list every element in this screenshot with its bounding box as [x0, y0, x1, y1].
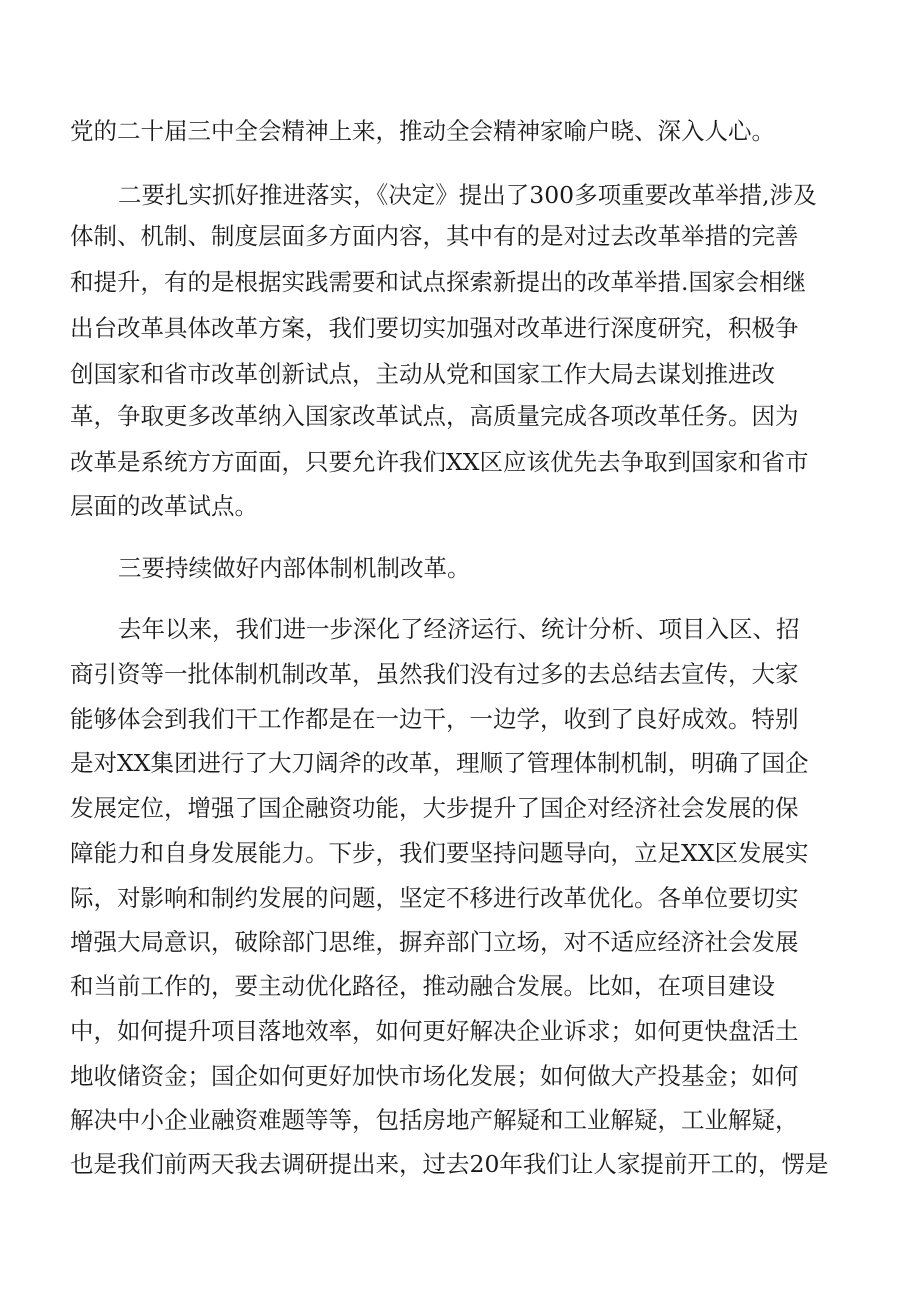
text-line: 二要扎实抓好推进落实，《决定》提出了300多项重要改革举措,涉及	[118, 181, 817, 209]
text-line: 革，争取更多改革纳入国家改革试点，高质量完成各项改革任务。因为	[70, 402, 799, 430]
text-line: 和提升，有的是根据实践需要和试点探索新提出的改革举措.国家会相继	[70, 268, 806, 296]
text-line: 能够体会到我们干工作都是在一边干，一边学，收到了良好成效。特别	[70, 705, 799, 733]
text-line: 增强大局意识，破除部门思维，摒弃部门立场，对不适应经济社会发展	[70, 928, 799, 956]
text-line: 党的二十届三中全会精神上来，推动全会精神家喻户晓、深入人心。	[70, 117, 775, 145]
text-line: 层面的改革试点。	[70, 492, 258, 520]
text-line: 出台改革具体改革方案，我们要切实加强对改革进行深度研究，积极争	[70, 314, 799, 342]
text-line: 地收储资金；国企如何更好加快市场化发展；如何做大产投基金；如何	[70, 1062, 799, 1090]
text-line: 体制、机制、制度层面多方面内容，其中有的是对过去改革举措的完善	[70, 222, 799, 250]
text-line: 中，如何提升项目落地效率，如何更好解决企业诉求；如何更快盘活土	[70, 1017, 799, 1045]
text-line: 三要持续做好内部体制机制改革。	[118, 554, 471, 582]
text-line: 改革是系统方方面面，只要允许我们XX区应该优先去争取到国家和省市	[70, 448, 809, 476]
text-line: 创国家和省市改革创新试点，主动从党和国家工作大局去谋划推进改	[70, 360, 775, 388]
text-line: 障能力和自身发展能力。下步，我们要坚持问题导向，立足XX区发展实	[70, 839, 809, 867]
text-line: 发展定位，增强了国企融资功能，大步提升了国企对经济社会发展的保	[70, 794, 799, 822]
text-line: 解决中小企业融资难题等等，包括房地产解疑和工业解疑，工业解疑，	[70, 1106, 799, 1134]
text-line: 商引资等一批体制机制改革，虽然我们没有过多的去总结去宣传，大家	[70, 660, 799, 688]
text-line: 是对XX集团进行了大刀阔斧的改革，理顺了管理体制机制，明确了国企	[70, 749, 809, 777]
text-line: 去年以来，我们进一步深化了经济运行、统计分析、项目入区、招	[118, 615, 800, 643]
text-line: 际，对影响和制约发展的问题，坚定不移进行改革优化。各单位要切实	[70, 884, 799, 912]
text-line: 也是我们前两天我去调研提出来，过去20年我们让人家提前开工的，愣是	[70, 1150, 829, 1178]
text-line: 和当前工作的，要主动优化路径，推动融合发展。比如，在项目建设	[70, 972, 775, 1000]
